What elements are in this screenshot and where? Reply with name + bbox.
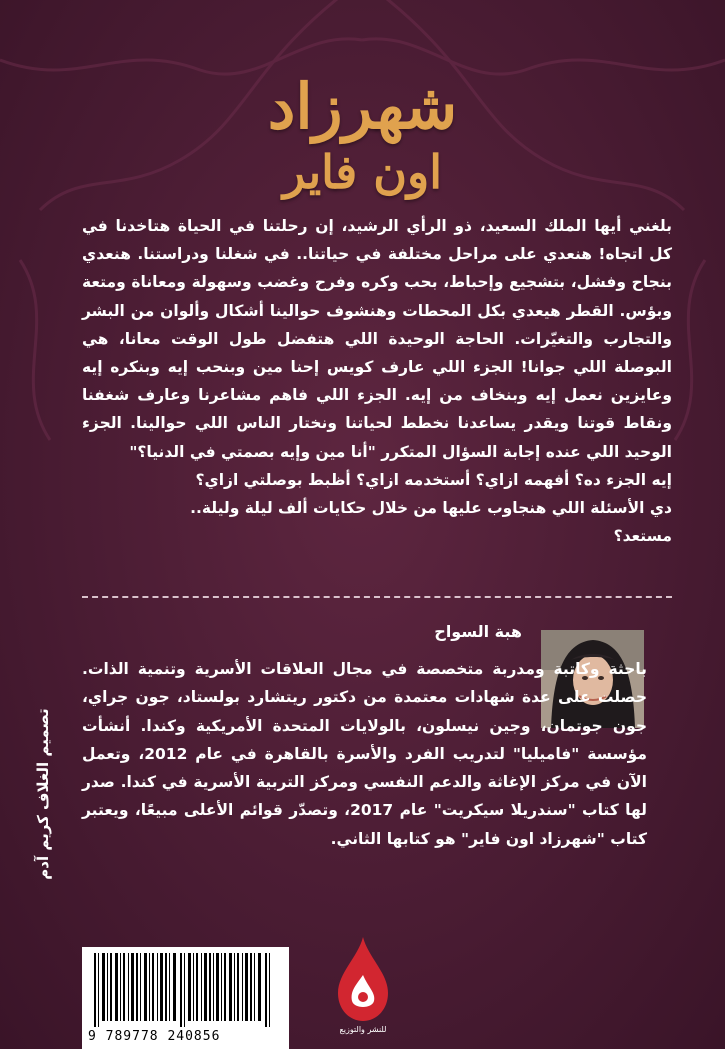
blurb-paragraph: مستعد؟ [613, 527, 672, 546]
flame-drop-icon [328, 935, 398, 1025]
section-divider [82, 596, 672, 598]
isbn-barcode [82, 947, 289, 1049]
barcode-bars-icon [82, 947, 289, 1027]
book-title: شهرزاد [267, 70, 458, 143]
author-name: هبة السواح [434, 622, 522, 641]
blurb-paragraph: دي الأسئلة اللي هنجاوب عليها من خلال حكايات ألف ليلة وليلة.. [190, 499, 672, 518]
book-subtitle: اون فاير [283, 145, 442, 199]
blurb-paragraph: إيه الجزء ده؟ أفهمه ازاي؟ أستخدمه ازاي؟ أظبط بوصلتي ازاي؟ [195, 470, 672, 489]
isbn-number: 9 789778 240856 [88, 1029, 221, 1044]
credit-text: تصميم الغلاف كريم آدم [34, 708, 52, 880]
cover-design-credit [33, 595, 53, 995]
publisher-logo [328, 935, 398, 1040]
blurb-paragraph: بلغني أيها الملك السعيد، ذو الرأي الرشيد، إن رحلتنا في الحياة هتاخدنا في كل اتجاه! هنعدي على مراحل مختلفة في حياتنا.. في شغلنا ودراستنا. هنعدي بنجاح وفشل، بتشجيع وإحباط، بحب وكره وفرح وغضب وسهولة ومعاناة ومتعة وبؤس. القطر هيعدي بكل المحطات وهنشوف حوالينا أشكال وألوان من البشر والتجارب والتغيّرات. الحاجة الوحيدة اللي هتفضل طول الوقت معانا، هي البوصلة اللي جوانا! الجزء اللي عارف كويس إحنا مين وبنحب إيه وبنكره إيه وعايزين نعمل إيه وبنخاف من إيه. الجزء اللي فاهم مشاعرنا وعارف شغفنا ونقاط قوتنا ويقدر يساعدنا نخطط لحياتنا ونختار الناس اللي حوالينا. الجزء الوحيد اللي عنده إجابة السؤال المتكرر "أنا مين وإيه بصمتي في الدنيا؟" [82, 217, 672, 461]
publisher-tagline: للنشر والتوزيع [339, 1025, 387, 1034]
author-bio: باحثة وكاتبة ومدربة متخصصة في مجال العلاقات الأسرية وتنمية الذات. حصلت على عدة شهادات معتمدة من دكتور ريتشارد بولستاد، جون جراي، جون جوتمان، وجين نيسلون، بالولايات المتحدة الأمريكية وكندا. أنشأت مؤسسة "فاميليا" لتدريب الفرد والأسرة بالقاهرة في عام 2012، وتعمل الآن في مركز الإغاثة والدعم النفسي ومركز التربية الأسرية في كندا. صدر لها كتاب "سندريلا سيكريت" عام 2017، وتصدّر قوائم الأعلى مبيعًا، ويعتبر كتاب "شهرزاد اون فاير" هو كتابها الثاني. [82, 660, 647, 848]
back-cover-blurb [82, 212, 672, 550]
